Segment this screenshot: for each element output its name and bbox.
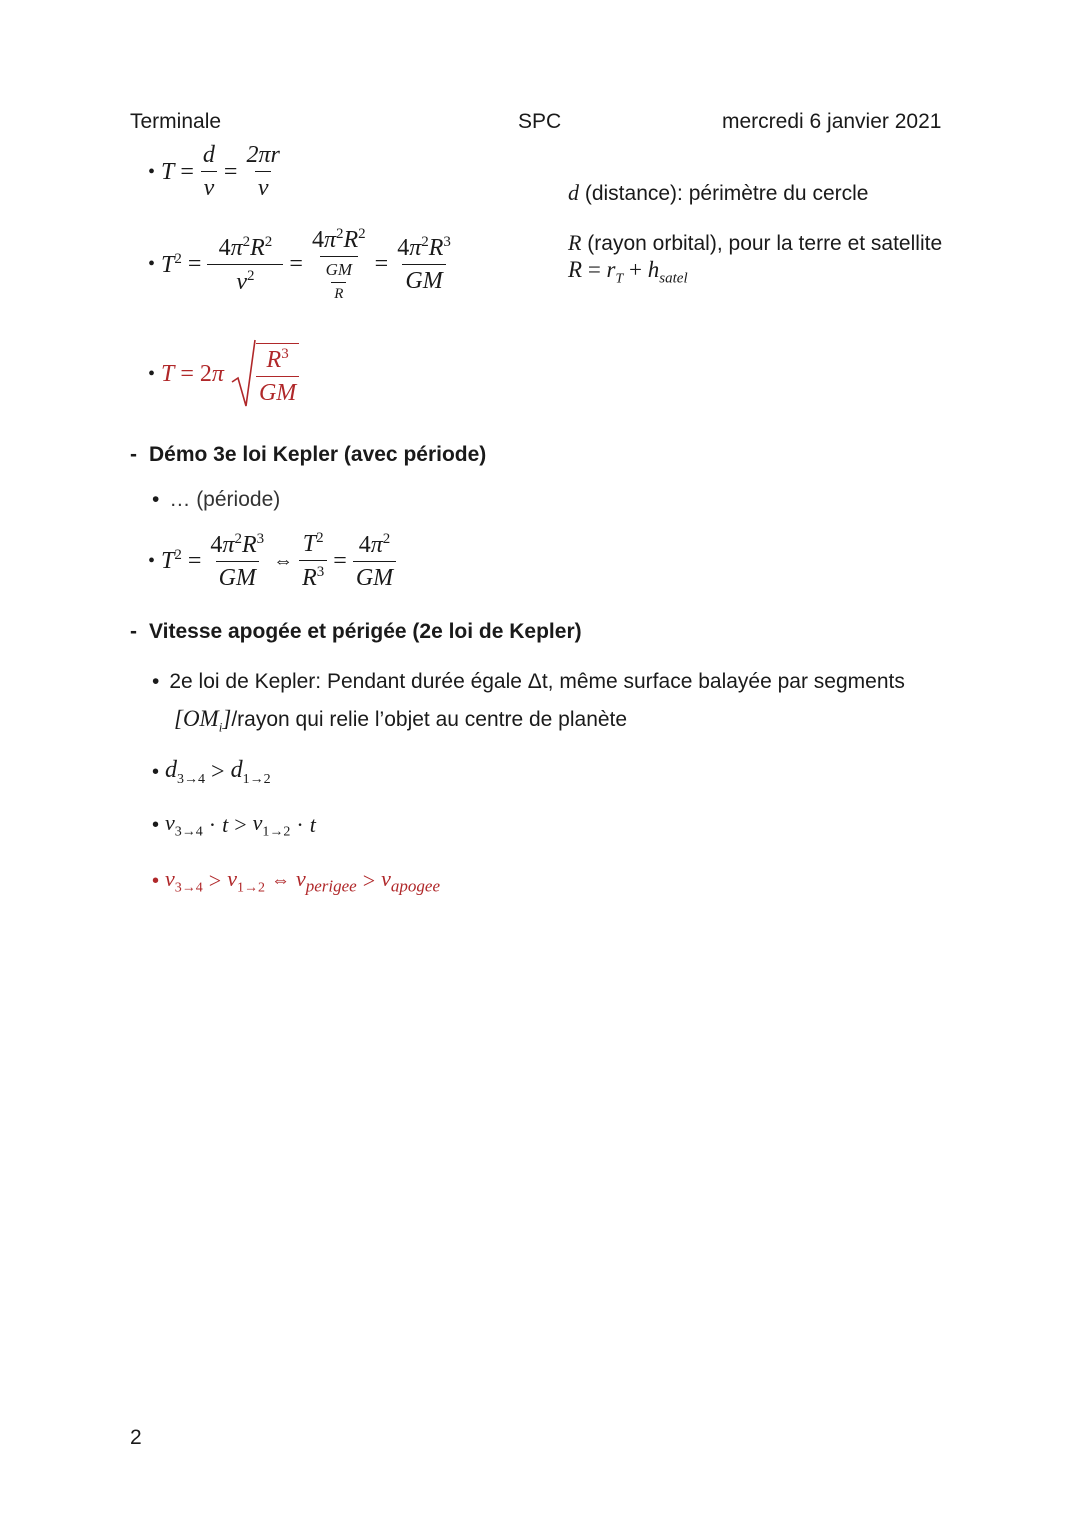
bullet-icon: • — [152, 488, 160, 511]
header-center: SPC — [518, 110, 562, 133]
bullet-icon: • — [148, 549, 156, 572]
note-distance: d (distance): périmètre du cercle — [568, 180, 869, 205]
demo-item: • … (période) — [152, 488, 281, 511]
inequality-distance: • $d_{3\to 4}$ > $d_{1\to 2}$ — [152, 757, 271, 787]
page-number: 2 — [130, 1426, 142, 1449]
bullet-icon: • — [152, 813, 160, 836]
bullet-icon: • — [148, 362, 156, 385]
inequality-perigee-apogee: • $v_{3\to 4}$ > $v_{1\to 2}$ ⇔ $v_{perigee}$ > $v_{apogee}$ — [152, 866, 440, 896]
kepler-second-law-text: • 2e loi de Kepler: Pendant durée égale Δt, même surface balayée par segments — [152, 670, 905, 693]
equation-period-squared: • $T^2$ = $\frac{4\pi^2R^2}{v^2}$ = $\frac{4\pi^2R^2}{\frac{GM}{R}}$ = $\frac{4\pi^2R^3}{GM}$ — [148, 226, 451, 302]
equation-rayon-sum: $R = r_T + h_{satel}$ — [568, 257, 688, 287]
section-vitesse: - Vitesse apogée et périgée (2e loi de Kepler) — [130, 620, 582, 643]
note-rayon: R (rayon orbital), pour la terre et satellite — [568, 230, 943, 255]
header-date: mercredi 6 janvier 2021 — [722, 110, 942, 133]
header-left: Terminale — [130, 110, 222, 133]
bullet-icon: • — [152, 869, 160, 892]
equation-period-result: • T = 2π $\frac{R^3}{GM}$ — [148, 338, 299, 410]
bullet-icon: • — [148, 160, 156, 183]
section-demo: - Démo 3e loi Kepler (avec période) — [130, 443, 487, 466]
kepler-second-law-text-2: $[OM_i]$/rayon qui relie l’objet au centre de planète — [174, 706, 628, 735]
dash-icon: - — [130, 620, 137, 643]
bullet-icon: • — [148, 253, 156, 275]
inequality-velocity-time: • $v_{3\to 4}$ · t > $v_{1\to 2}$ · t — [152, 810, 316, 840]
sqrt-icon — [230, 338, 256, 410]
equation-period-velocity: • T = $\frac{d}{v}$ = $\frac{2\pi r}{v}$ — [148, 142, 280, 201]
bullet-icon: • — [152, 670, 160, 693]
equation-kepler-third-law: • $T^2$ = $\frac{4\pi^2R^3}{GM}$ ⇔ $\frac{T^2}{R^3}$ = $\frac{4\pi^2}{GM}$ — [148, 530, 396, 592]
dash-icon: - — [130, 443, 137, 466]
bullet-icon: • — [152, 760, 160, 783]
